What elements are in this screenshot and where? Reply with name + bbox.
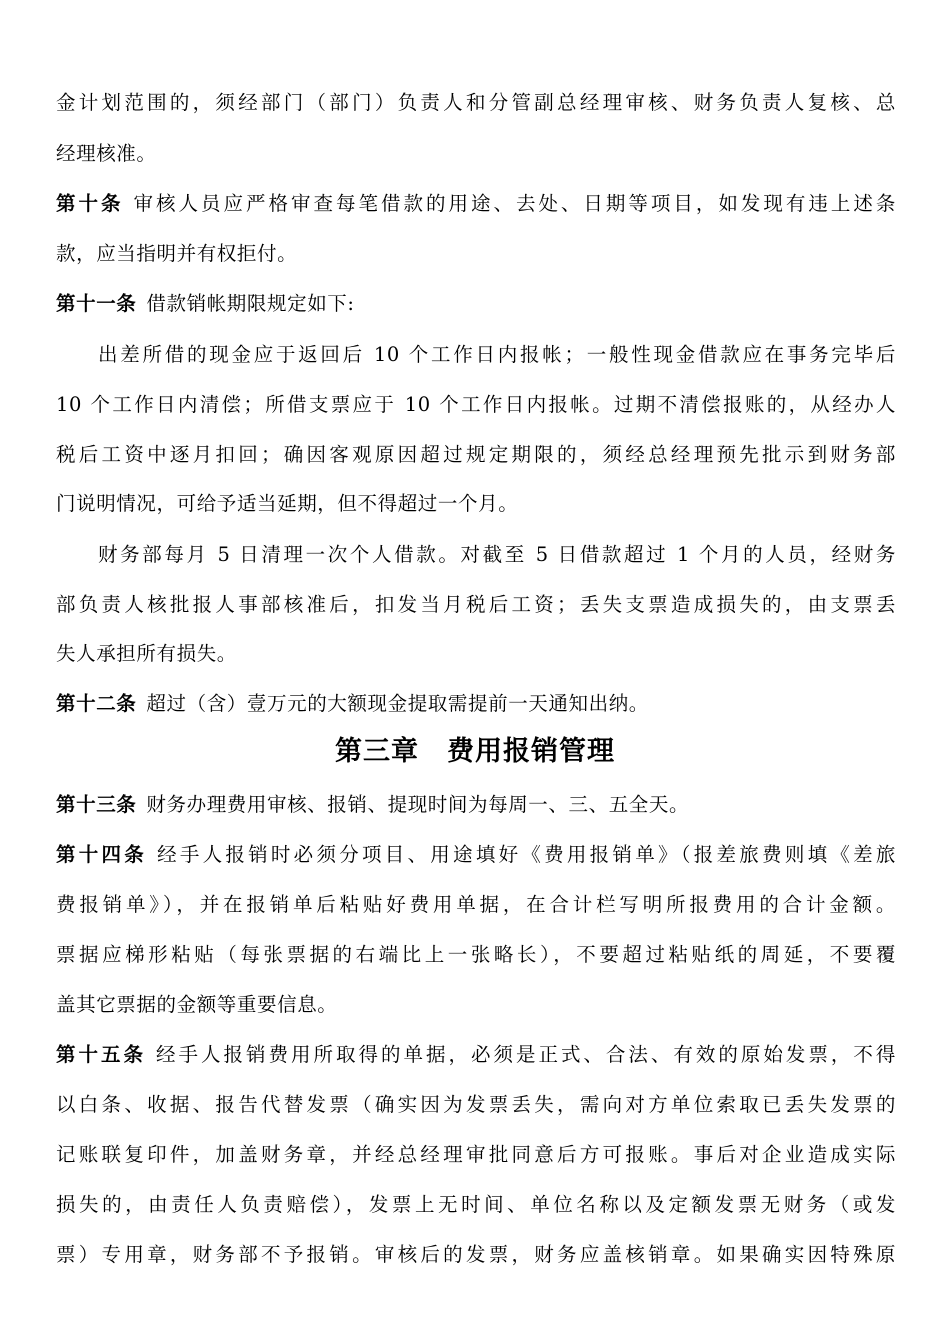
article-number: 第十二条 xyxy=(56,692,137,715)
article-14-line: 第十四条 经手人报销时必须分项目、用途填好《费用报销单》（报差旅费则填《差旅 xyxy=(56,843,896,866)
text-line: 票）专用章，财务部不予报销。审核后的发票，财务应盖核销章。如果确实因特殊原 xyxy=(56,1243,896,1266)
article-12-line: 第十二条 超过（含）壹万元的大额现金提取需提前一天通知出纳。 xyxy=(56,692,649,715)
text-line: 门说明情况，可给予适当延期，但不得超过一个月。 xyxy=(56,492,519,515)
article-number: 第十三条 xyxy=(56,793,137,816)
text-line: 部负责人核批报人事部核准后，扣发当月税后工资；丢失支票造成损失的，由支票丢 xyxy=(56,593,896,616)
text-line: 失人承担所有损失。 xyxy=(56,642,237,665)
text-line: 财务部每月 5 日清理一次个人借款。对截至 5 日借款超过 1 个月的人员，经财务 xyxy=(98,543,896,566)
article-number: 第十五条 xyxy=(56,1043,146,1066)
article-11-line: 第十一条 借款销帐期限规定如下: xyxy=(56,292,355,315)
article-number: 第十一条 xyxy=(56,292,137,315)
text-line: 以白条、收据、报告代替发票（确实因为发票丢失，需向对方单位索取已丢失发票的 xyxy=(56,1093,896,1116)
article-number: 第十四条 xyxy=(56,843,148,866)
text-line: 费报销单》），并在报销单后粘贴好费用单据，在合计栏写明所报费用的合计金额。 xyxy=(56,893,896,916)
text-line: 金计划范围的，须经部门（部门）负责人和分管副总经理审核、财务负责人复核、总 xyxy=(56,91,896,114)
text-line: 出差所借的现金应于返回后 10 个工作日内报帐；一般性现金借款应在事务完毕后 xyxy=(98,343,896,366)
chapter-heading: 第三章 费用报销管理 xyxy=(335,736,615,767)
article-number: 第十条 xyxy=(56,192,124,215)
article-15-line: 第十五条 经手人报销费用所取得的单据，必须是正式、合法、有效的原始发票，不得 xyxy=(56,1043,896,1066)
text-line: 盖其它票据的金额等重要信息。 xyxy=(56,993,338,1016)
text-line: 税后工资中逐月扣回；确因客观原因超过规定期限的，须经总经理预先批示到财务部 xyxy=(56,443,896,466)
text-line: 款，应当指明并有权拒付。 xyxy=(56,242,298,265)
article-10-line: 第十条 审核人员应严格审查每笔借款的用途、去处、日期等项目，如发现有违上述条 xyxy=(56,192,896,215)
article-13-line: 第十三条 财务办理费用审核、报销、提现时间为每周一、三、五全天。 xyxy=(56,793,690,816)
text-line: 票据应梯形粘贴（每张票据的右端比上一张略长），不要超过粘贴纸的周延，不要覆 xyxy=(56,943,896,966)
text-line: 10 个工作日内清偿；所借支票应于 10 个工作日内报帐。过期不清偿报账的，从经办人 xyxy=(56,393,896,416)
text-line: 损失的，由责任人负责赔偿），发票上无时间、单位名称以及定额发票无财务（或发 xyxy=(56,1193,896,1216)
text-line: 记账联复印件，加盖财务章，并经总经理审批同意后方可报账。事后对企业造成实际 xyxy=(56,1143,896,1166)
text-line: 经理核准。 xyxy=(56,142,157,165)
